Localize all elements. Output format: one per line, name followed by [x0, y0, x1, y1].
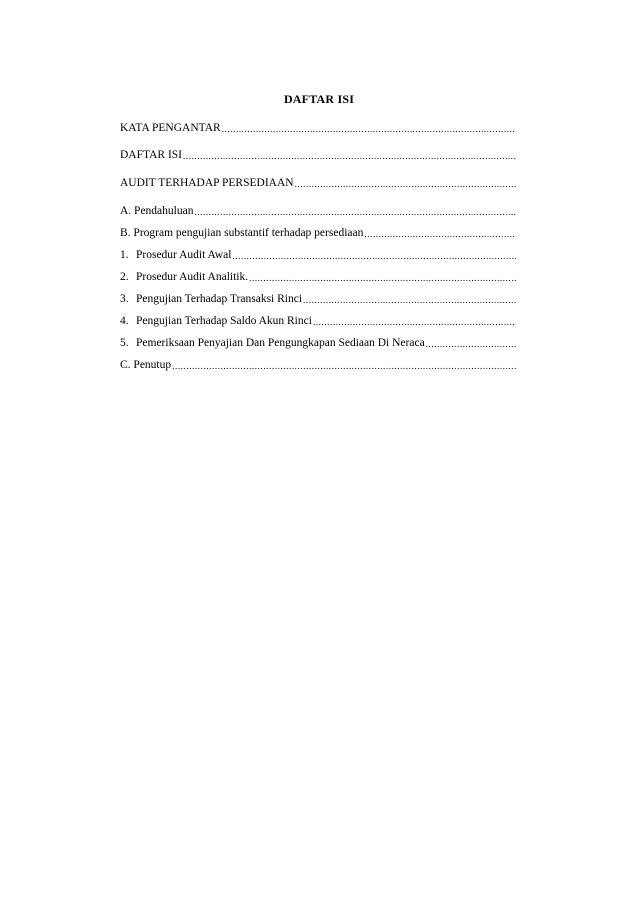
- toc-entry-kata-pengantar[interactable]: [120, 121, 516, 135]
- toc-entry-label: Pemeriksaan Penyajian Dan Pengungkapan Sediaan Di Neraca: [136, 337, 425, 349]
- page-title: DAFTAR ISI: [283, 92, 355, 106]
- toc-entry-text: [120, 248, 231, 262]
- toc-entry-label: AUDIT TERHADAP PERSEDIAAN: [120, 177, 294, 189]
- toc-entry-audit-terhadap-persediaan[interactable]: [120, 176, 516, 190]
- toc-dot-leader: [222, 123, 516, 135]
- toc-dot-leader: [303, 294, 516, 306]
- toc-dot-leader: [426, 338, 516, 350]
- toc-entry-pengujian-saldo-akun[interactable]: [120, 314, 516, 328]
- toc-entry-program-pengujian[interactable]: [120, 226, 516, 240]
- toc-dot-leader: [172, 360, 516, 372]
- toc-entry-number: 2.: [120, 271, 129, 283]
- toc-entry-number: 5.: [120, 337, 129, 349]
- toc-entry-number: 3.: [120, 293, 129, 305]
- toc-entry-prosedur-audit-analitik[interactable]: [120, 270, 516, 284]
- toc-dot-leader: [364, 228, 516, 240]
- toc-entry-text: [120, 292, 302, 306]
- toc-dot-leader: [295, 178, 516, 190]
- toc-entry-label: B. Program pengujian substantif terhadap persediaan: [120, 227, 364, 239]
- toc-entry-number: 1.: [120, 249, 129, 261]
- toc-entry-label: KATA PENGANTAR: [120, 122, 221, 134]
- toc-entry-label: Pengujian Terhadap Saldo Akun Rinci: [136, 315, 312, 327]
- toc-dot-leader: [313, 316, 516, 328]
- toc-entry-pemeriksaan-penyajian[interactable]: [120, 336, 516, 350]
- toc-dot-leader: [249, 272, 516, 284]
- toc-entry-text: [120, 314, 312, 328]
- toc-entry-prosedur-audit-awal[interactable]: [120, 248, 516, 262]
- toc-entry-label: A. Pendahuluan: [120, 205, 194, 217]
- toc-entry-label: Pengujian Terhadap Transaksi Rinci: [136, 293, 303, 305]
- toc-entry-label: DAFTAR ISI: [120, 149, 183, 161]
- toc-entry-daftar-isi[interactable]: [120, 148, 516, 162]
- toc-entry-label: Prosedur Audit Analitik.: [136, 271, 249, 283]
- toc-dot-leader: [183, 150, 516, 162]
- toc-dot-leader: [232, 250, 516, 262]
- toc-entry-number: 4.: [120, 315, 129, 327]
- toc-entry-penutup[interactable]: [120, 358, 516, 372]
- toc-entry-pengujian-transaksi-rinci[interactable]: [120, 292, 516, 306]
- toc-entry-text: [120, 270, 248, 284]
- toc-entry-label: C. Penutup: [120, 359, 172, 371]
- toc-entry-label: Prosedur Audit Awal: [136, 249, 232, 261]
- toc-entry-pendahuluan[interactable]: [120, 204, 516, 218]
- toc-entry-text: [120, 336, 425, 350]
- toc-dot-leader: [194, 206, 516, 218]
